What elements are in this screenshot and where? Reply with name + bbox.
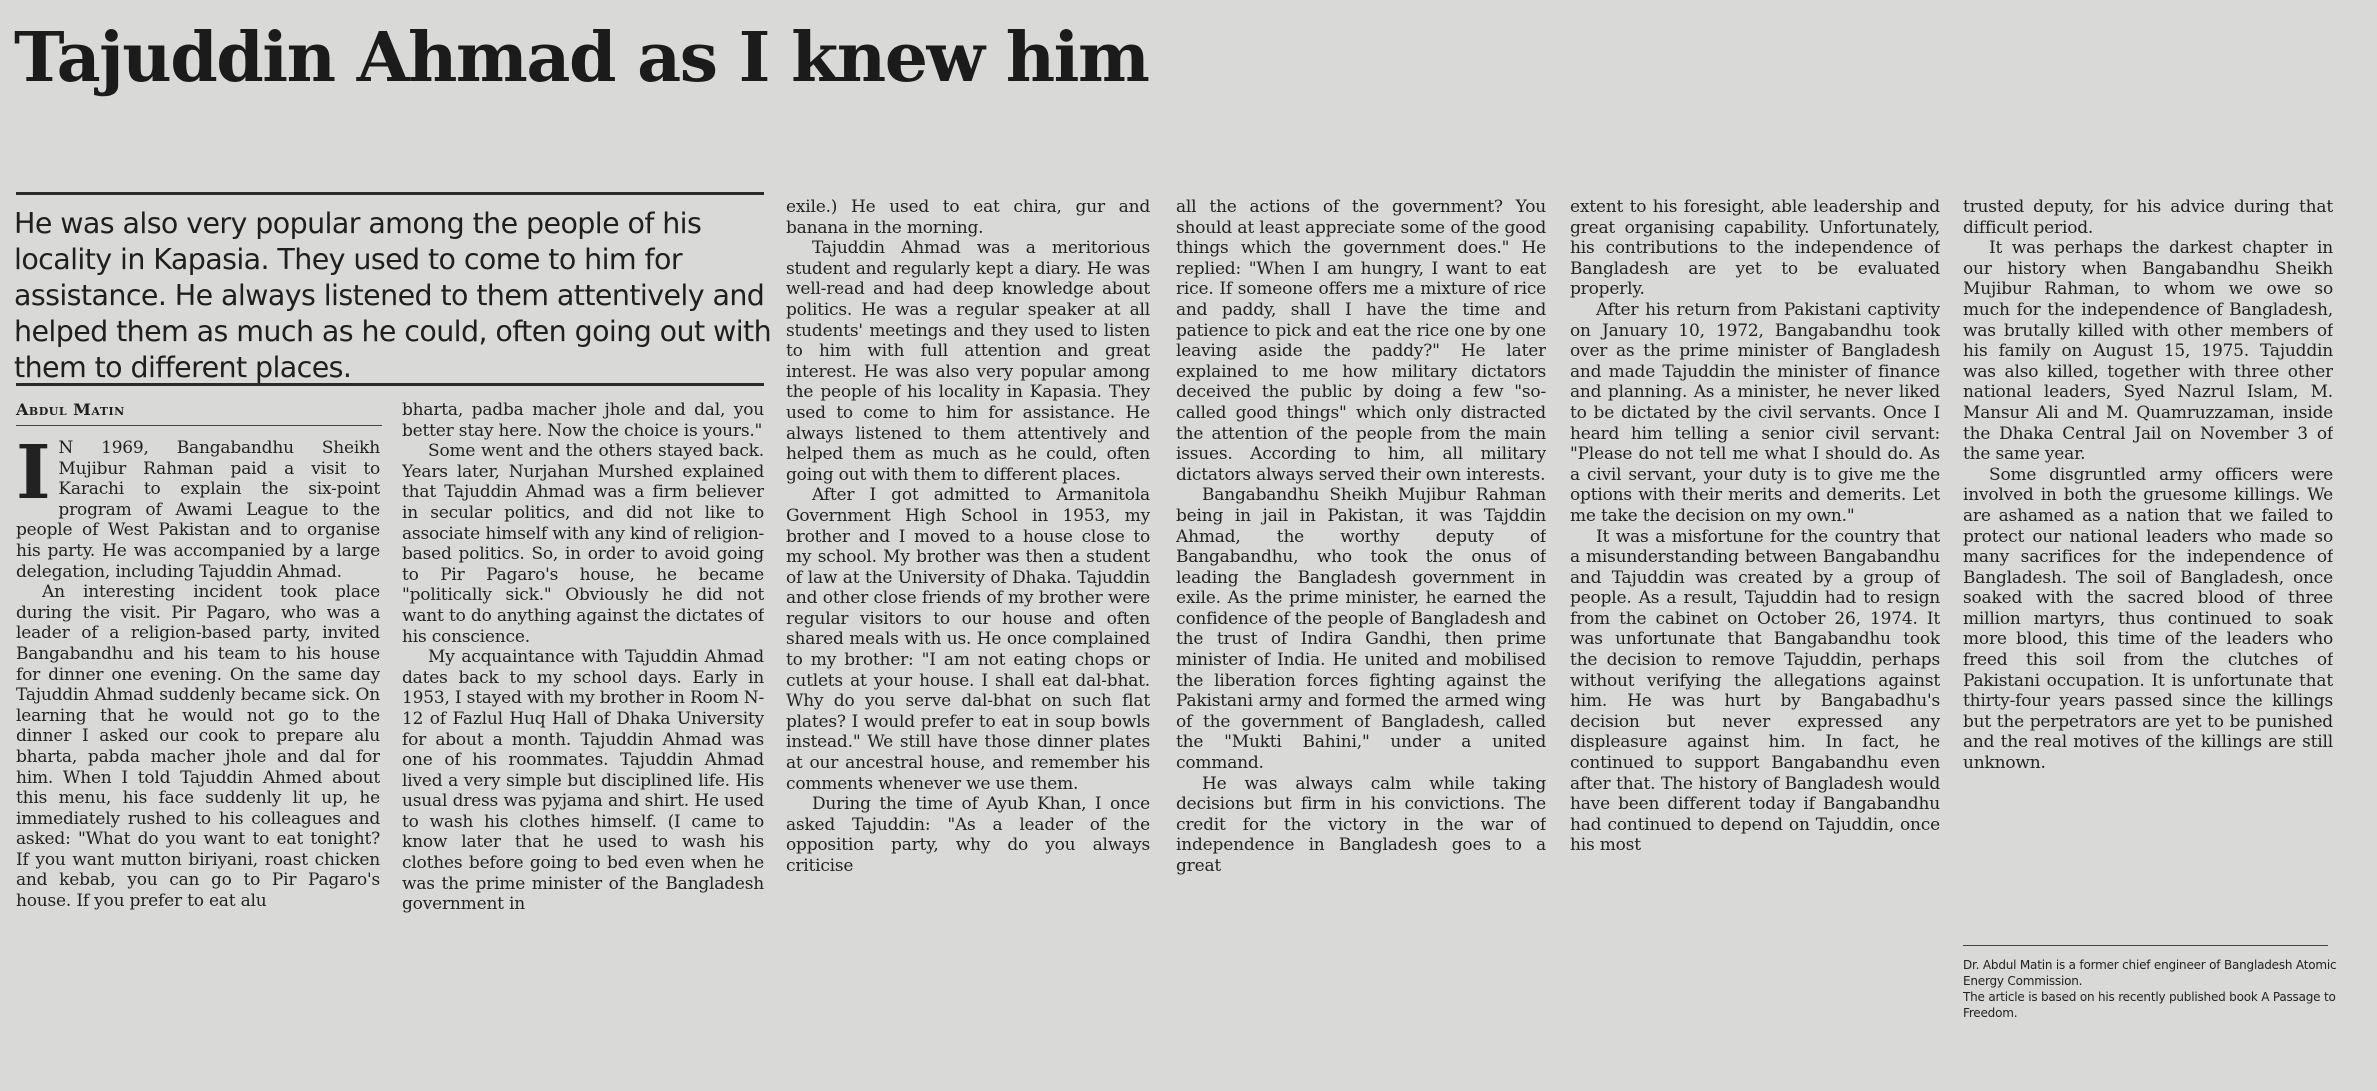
- paragraph: exile.) He used to eat chira, gur and banana in the morning.: [786, 197, 1150, 238]
- paragraph: After his return from Pakistani captivity on January 10, 1972, Bangabandhu took over as the prime minister of Bangladesh and made Tajuddin the minister of finance and planning. As a minister, he never liked to be dictated by the civil servants. Once I heard him telling a senior civil servant: "Please do not tell me what I should do. As a civil servant, your duty is to give me the options with their merits and demerits. Let me take the decision on my own.": [1570, 299, 1940, 526]
- column-5: [1570, 197, 1940, 1070]
- column-1: [16, 438, 380, 1070]
- paragraph: During the time of Ayub Khan, I once asked Tajuddin: "As a leader of the opposition party, why do you always criticise: [786, 794, 1150, 876]
- author-credit: [1963, 957, 2343, 1021]
- paragraph: N 1969, Bangabandhu Sheikh Mujibur Rahman paid a visit to Karachi to explain the six-point program of Awami League to the people of West Pakistan and to organise his party. He was accompanied by a large delegation, including Tajuddin Ahmad.: [16, 438, 380, 582]
- pullquote-bottom-rule: [16, 383, 764, 386]
- paragraph: extent to his foresight, able leadership and great organising capability. Unfortunately, his contributions to the independence of Bangladesh are yet to be evaluated properly.: [1570, 197, 1940, 300]
- pullquote-top-rule: [16, 192, 764, 195]
- paragraph: all the actions of the government? You should at least appreciate some of the good things which the government does." He replied: "When I am hungry, I want to eat rice. If someone offers me a mixture of rice and paddy, shall I have the time and patience to pick and eat the rice one by one leaving aside the paddy?" He later explained to me how military dictators deceived the public by doing a few "so-called good things" which only distracted the attention of the people from the main issues. According to him, all military dictators always served their own interests.: [1176, 197, 1546, 485]
- byline: Abdul Matin: [16, 400, 125, 419]
- paragraph: Bangabandhu Sheikh Mujibur Rahman being in jail in Pakistan, it was Tajddin Ahmad, the worthy deputy of Bangabandhu, who took the onus of leading the Bangladesh government in exile. As the prime minister, he earned the confidence of the people of Bangladesh and the trust of Indira Gandhi, then prime minister of India. He united and mobilised the liberation forces fighting against the Pakistani army and formed the armed wing of the government of Bangladesh, called the "Mukti Bahini," under a united command.: [1176, 485, 1546, 774]
- paragraph: Some disgruntled army officers were involved in both the gruesome killings. We are ashamed as a nation that we failed to protect our national leaders who made so many sacrifices for the independence of Bangladesh. The soil of Bangladesh, once soaked with the sacred blood of three million martyrs, thus continued to soak more blood, this time of the leaders who freed this soil from the clutches of Pakistani occupation. It is unfortunate that thirty-four years passed since the killings but the perpetrators are yet to be punished and the real motives of the killings are still unknown.: [1963, 464, 2333, 774]
- byline-rule: [16, 425, 382, 426]
- paragraph: After I got admitted to Armanitola Government High School in 1953, my brother and I moved to a house close to my school. My brother was then a student of law at the University of Dhaka. Tajuddin and other close friends of my brother were regular visitors to our house and often shared meals with us. He once complained to my brother: "I am not eating chops or cutlets at your house. I shall eat dal-bhat. Why do you serve dal-bhat on such flat plates? I would prefer to eat in soup bowls instead." We still have those dinner plates at our ancestral house, and remember his comments whenever we use them.: [786, 485, 1150, 794]
- column-2: [402, 400, 764, 1070]
- paragraph: My acquaintance with Tajuddin Ahmad dates back to my school days. Early in 1953, I stayed with my brother in Room N-12 of Fazlul Huq Hall of Dhaka University for about a month. Tajuddin Ahmad was one of his roommates. Tajuddin Ahmad lived a very simple but disciplined life. His usual dress was pyjama and shirt. He used to wash his clothes himself. (I came to know later that he used to wash his clothes before going to bed even when he was the prime minister of the Bangladesh government in: [402, 647, 764, 915]
- credit-rule: [1963, 945, 2328, 946]
- pullquote: He was also very popular among the people of his locality in Kapasia. They used to come to him for assistance. He always listened to them attentively and helped them as much as he could, often going out with them to different places.: [14, 207, 772, 384]
- paragraph: An interesting incident took place during the visit. Pir Pagaro, who was a leader of a religion-based party, invited Bangabandhu and his team to his house for dinner one evening. On the same day Tajuddin Ahmad suddenly became sick. On learning that he would not go to the dinner I asked our cook to prepare alu bharta, pabda macher jhole and dal for him. When I told Tajuddin Ahmed about this menu, his face suddenly lit up, he immediately rushed to his colleagues and asked: "What do you want to eat tonight? If you want mutton biriyani, roast chicken and kebab, you can go to Pir Pagaro's house. If you prefer to eat alu: [16, 582, 380, 912]
- column-6: [1963, 197, 2333, 937]
- column-3: [786, 197, 1150, 1070]
- headline: Tajuddin Ahmad as I knew him: [14, 18, 1149, 98]
- paragraph: Some went and the others stayed back. Years later, Nurjahan Murshed explained that Tajuddin Ahmad was a firm believer in secular politics, and did not like to associate himself with any kind of religion-based politics. So, in order to avoid going to Pir Pagaro's house, he became "politically sick." Obviously he did not want to do anything against the dictates of his conscience.: [402, 441, 764, 647]
- paragraph: bharta, padba macher jhole and dal, you better stay here. Now the choice is yours.": [402, 400, 764, 441]
- paragraph: It was perhaps the darkest chapter in our history when Bangabandhu Sheikh Mujibur Rahman, to whom we owe so much for the independence of Bangladesh, was brutally killed with other members of his family on August 15, 1975. Tajuddin was also killed, together with three other national leaders, Syed Nazrul Islam, M. Mansur Ali and M. Quamruzzaman, inside the Dhaka Central Jail on November 3 of the same year.: [1963, 238, 2333, 465]
- paragraph: It was a misfortune for the country that a misunderstanding between Bangabandhu and Tajuddin was created by a group of people. As a result, Tajuddin had to resign from the cabinet on October 26, 1974. It was unfortunate that Bangabandhu took the decision to remove Tajuddin, perhaps without verifying the allegations against him. He was hurt by Bangabadhu's decision but never expressed any displeasure against him. In fact, he continued to support Bangabandhu even after that. The history of Bangladesh would have been different today if Bangabandhu had continued to depend on Tajuddin, once his most: [1570, 526, 1940, 856]
- paragraph: He was always calm while taking decisions but firm in his convictions. The credit for the victory in the war of independence in Bangladesh goes to a great: [1176, 773, 1546, 876]
- credit-line: The article is based on his recently published book A Passage to Freedom.: [1963, 990, 2336, 1020]
- column-4: [1176, 197, 1546, 1070]
- drop-cap: I: [16, 438, 51, 516]
- paragraph: trusted deputy, for his advice during that difficult period.: [1963, 197, 2333, 238]
- paragraph: Tajuddin Ahmad was a meritorious student and regularly kept a diary. He was well-read and had deep knowledge about politics. He was a regular speaker at all students' meetings and they used to listen to him with full attention and great interest. He was also very popular among the people of his locality in Kapasia. They used to come to him for assistance. He always listened to them attentively and helped them as much as he could, often going out with them to different places.: [786, 238, 1150, 485]
- credit-line: Dr. Abdul Matin is a former chief engineer of Bangladesh Atomic Energy Commission.: [1963, 958, 2337, 988]
